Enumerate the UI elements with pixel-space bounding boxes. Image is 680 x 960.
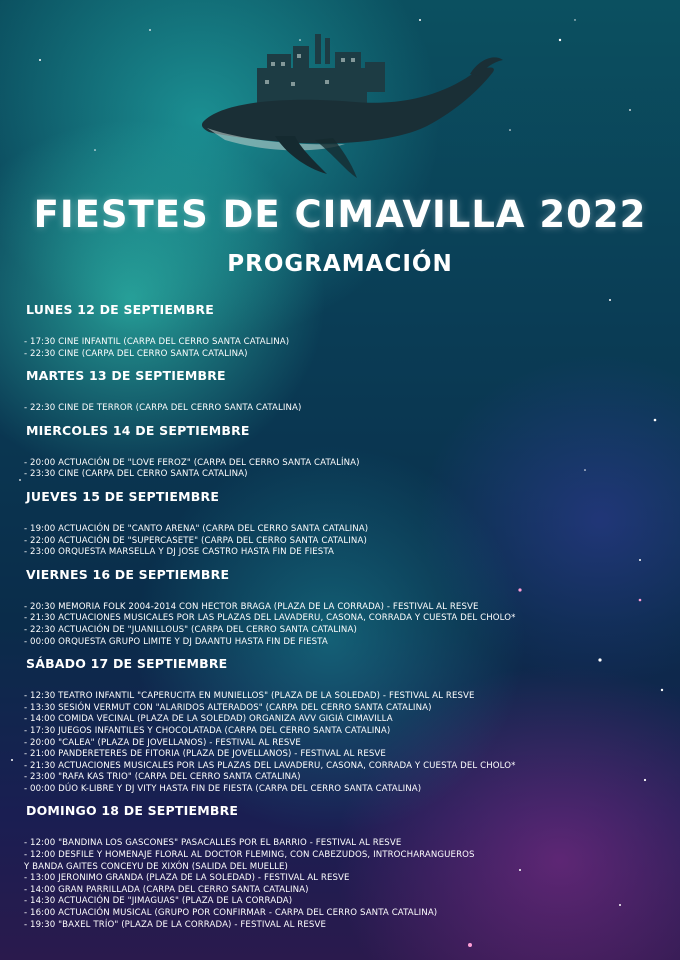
day-thursday (24, 489, 664, 559)
event-item: - 19:00 ACTUACIÓN DE "CANTO ARENA" (CARPA DEL CERRO SANTA CATALINA) (24, 523, 369, 534)
event-item: - 13:00 JERONIMO GRANDA (PLAZA DE LA SOLEDAD) - FESTIVAL AL RESVE (24, 873, 350, 884)
event-item-continuation: Y BANDA GAITES CONCEYU DE XIXÓN (SALIDA DEL MUELLE) (24, 861, 288, 872)
event-item: - 20:00 "CALEA" (PLAZA DE JOVELLANOS) - FESTIVAL AL RESVE (24, 737, 301, 748)
event-list (24, 403, 664, 415)
event-item: - 19:30 "BAXEL TRÍO" (PLAZA DE LA CORRADA) - FESTIVAL AL RESVE (24, 919, 326, 930)
day-friday (24, 567, 664, 648)
event-item: - 20:00 ACTUACIÓN DE "LOVE FEROZ" (CARPA DEL CERRO SANTA CATALÍNA) (24, 457, 360, 468)
event-item: - 17:30 CINE INFANTIL (CARPA DEL CERRO SANTA CATALINA) (24, 337, 290, 347)
poster-subtitle: PROGRAMACIÓN (227, 251, 453, 277)
event-list (24, 691, 664, 795)
event-item: - 12:30 TEATRO INFANTIL "CAPERUCITA EN MUNIELLOS" (PLAZA DE LA SOLEDAD) - FESTIVAL AL RESVE (24, 691, 475, 702)
day-title: JUEVES 15 DE SEPTIEMBRE (26, 488, 220, 504)
event-item: - 00:00 DÚO K-LIBRE Y DJ VITY HASTA FIN DE FIESTA (CARPA DEL CERRO SANTA CATALINA) (24, 783, 422, 794)
event-item: - 12:00 DESFILE Y HOMENAJE FLORAL AL DOCTOR FLEMING, CON CABEZUDOS, INTROCHARANGUEROS (24, 850, 475, 861)
event-item: - 17:30 JUEGOS INFANTILES Y CHOCOLATADA (CARPA DEL CERRO SANTA CATALINA) (24, 725, 391, 736)
day-monday (24, 302, 664, 360)
event-item: - 16:00 ACTUACIÓN MUSICAL (GRUPO POR CONFIRMAR - CARPA DEL CERRO SANTA CATALINA) (24, 908, 438, 919)
day-title: LUNES 12 DE SEPTIEMBRE (26, 302, 214, 317)
day-sunday (24, 803, 664, 931)
event-item: - 22:00 ACTUACIÓN DE "SUPERCASETE" (CARPA DEL CERRO SANTA CATALINA) (24, 535, 367, 546)
event-list (24, 838, 664, 931)
event-list (24, 602, 664, 648)
day-title: MIERCOLES 14 DE SEPTIEMBRE (26, 422, 250, 438)
event-item: - 23:00 "RAFA KAS TRIO" (CARPA DEL CERRO SANTA CATALINA) (24, 772, 301, 783)
event-item: - 21:30 ACTUACIONES MUSICALES POR LAS PLAZAS DEL LAVADERU, CASONA, CORRADA Y CUESTA DEL CHOLO* (24, 760, 516, 771)
day-wednesday (24, 423, 664, 481)
event-item: - 13:30 SESIÓN VERMUT CON "ALARIDOS ALTERADOS" (CARPA DEL CERRO SANTA CATALINA) (24, 702, 432, 713)
event-item: - 23:30 CINE (CARPA DEL CERRO SANTA CATALINA) (24, 469, 248, 480)
schedule (24, 302, 664, 939)
event-item: - 21:30 ACTUACIONES MUSICALES POR LAS PLAZAS DEL LAVADERU, CASONA, CORRADA Y CUESTA DEL CHOLO* (24, 613, 516, 624)
day-title: VIERNES 16 DE SEPTIEMBRE (26, 566, 230, 582)
event-item: - 22:30 CINE DE TERROR (CARPA DEL CERRO SANTA CATALINA) (24, 403, 302, 414)
day-title: MARTES 13 DE SEPTIEMBRE (26, 368, 226, 384)
flying-whale-with-town-icon (195, 28, 505, 188)
day-title: DOMINGO 18 DE SEPTIEMBRE (26, 803, 239, 819)
event-item: - 22:30 ACTUACIÓN DE "JUANILLOUS" (CARPA DEL CERRO SANTA CATALINA) (24, 624, 357, 635)
event-list (24, 524, 664, 559)
event-item: - 14:00 COMIDA VECINAL (PLAZA DE LA SOLEDAD) ORGANIZA AVV GIGIÁ CIMAVILLA (24, 714, 393, 725)
poster-title: FIESTES DE CIMAVILLA 2022 (33, 193, 647, 236)
day-saturday (24, 656, 664, 795)
event-item: - 00:00 ORQUESTA GRUPO LIMITE Y DJ DAANTU HASTA FIN DE FIESTA (24, 636, 328, 647)
event-item: - 14:00 GRAN PARRILLADA (CARPA DEL CERRO SANTA CATALINA) (24, 884, 309, 895)
event-list (24, 337, 664, 360)
event-item: - 22:30 CINE (CARPA DEL CERRO SANTA CATALINA) (24, 348, 248, 359)
event-item: - 12:00 "BANDINA LOS GASCONES" PASACALLES POR EL BARRIO - FESTIVAL AL RESVE (24, 838, 402, 849)
event-item: - 21:00 PANDERETERES DE FITORIA (PLAZA DE JOVELLANOS) - FESTIVAL AL RESVE (24, 749, 386, 760)
event-item: - 23:00 ORQUESTA MARSELLA Y DJ JOSE CASTRO HASTA FIN DE FIESTA (24, 547, 334, 558)
day-title: SÁBADO 17 DE SEPTIEMBRE (26, 656, 228, 672)
day-tuesday (24, 368, 664, 415)
event-item: - 14:30 ACTUACIÓN DE "JIMAGUAS" (PLAZA DE LA CORRADA) (24, 896, 293, 907)
event-list (24, 458, 664, 481)
event-item: - 20:30 MEMORIA FOLK 2004-2014 CON HECTOR BRAGA (PLAZA DE LA CORRADA) - FESTIVAL AL RESVE (24, 601, 479, 612)
